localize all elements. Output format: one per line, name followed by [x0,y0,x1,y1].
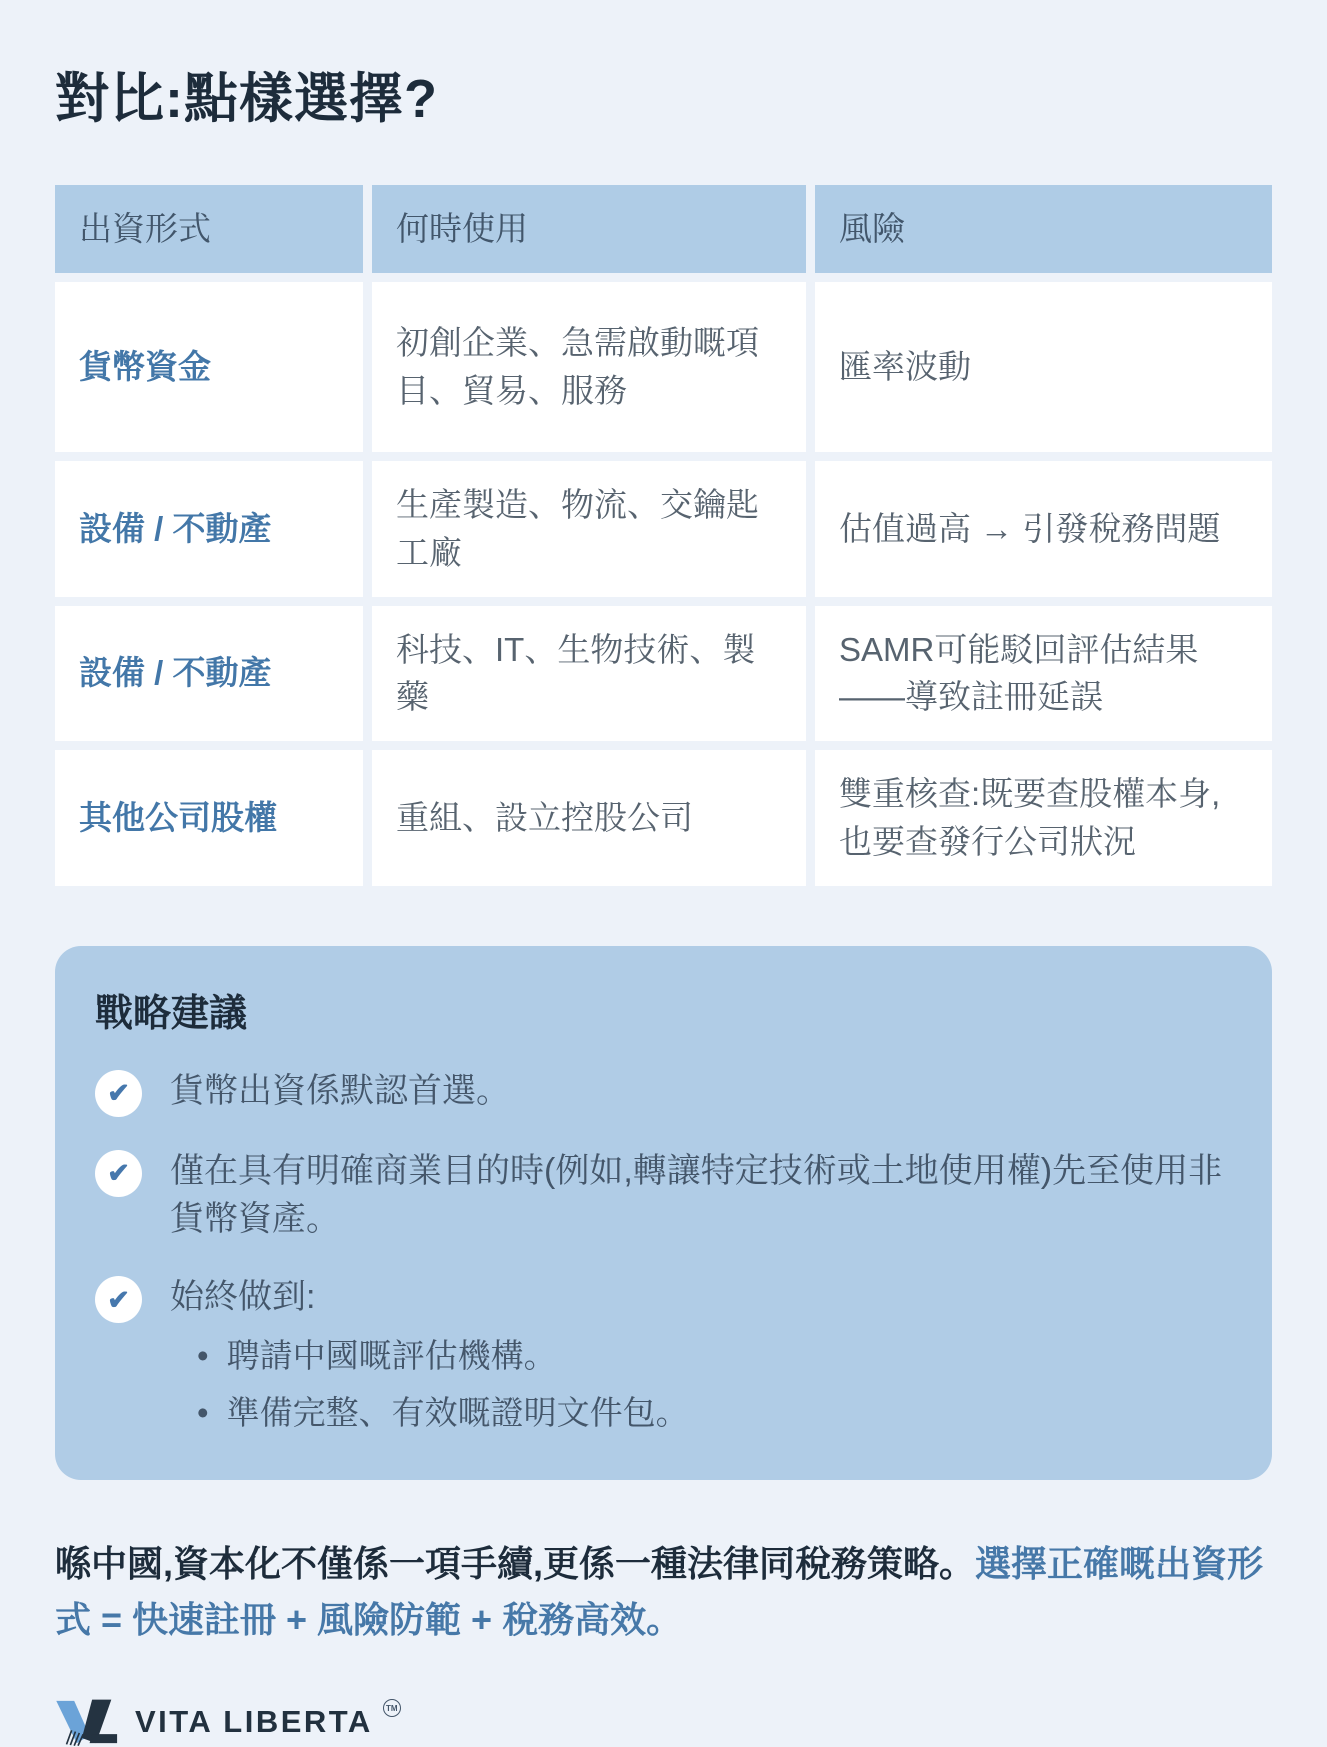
header-cell-when: 何時使用 [372,185,806,273]
cell-when-row2: 生產製造、物流、交鑰匙工廠 [372,461,806,597]
cell-form-row1: 貨幣資金 [55,282,363,452]
check-icon: ✔ [95,1070,142,1117]
advice-item-text: 僅在具有明確商業目的時(例如,轉讓特定技術或土地使用權)先至使用非貨幣資產。 [170,1151,1223,1239]
brand-name: VITA LIBERTA [135,1704,373,1740]
conclusion-dark-text: 喺中國,資本化不僅係一項手續,更係一種法律同稅務策略。 [55,1542,976,1584]
cell-risk-row3: SAMR可能駁回評估結果——導致註冊延誤 [815,606,1272,742]
vita-liberta-logo-icon [55,1697,119,1747]
strategy-advice-panel [55,946,1272,1480]
advice-item-2 [95,1147,1232,1244]
brand-footer [55,1697,1272,1747]
check-icon: ✔ [95,1150,142,1197]
advice-item-text: 始終做到: [170,1278,316,1317]
cell-risk-row4: 雙重核查:既要查股權本身,也要查發行公司狀況 [815,750,1272,886]
advice-sub-list [197,1333,1232,1435]
advice-sub-item [197,1333,1232,1379]
advice-sub-item-text: • 聘請中國嘅評估機構。 [226,1337,557,1375]
advice-item-1 [95,1067,1232,1117]
cell-form-row4: 其他公司股權 [55,750,363,886]
trademark-icon: TM [383,1699,401,1717]
comparison-table [55,185,1272,886]
advice-item-3 [95,1273,1232,1323]
advice-sub-item [197,1390,1232,1436]
header-cell-form: 出資形式 [55,185,363,273]
cell-risk-row1: 匯率波動 [815,282,1272,452]
cell-when-row3: 科技、IT、生物技術、製藥 [372,606,806,742]
cell-risk-row2: 估值過高 → 引發稅務問題 [815,461,1272,597]
cell-form-row2: 設備 / 不動產 [55,461,363,597]
cell-when-row4: 重組、設立控股公司 [372,750,806,886]
conclusion-blue-text: 選擇正確嘅出資形式 = 快速註冊 + 風險防範 + 稅務高效。 [55,1542,1264,1640]
advice-title: 戰略建議 [95,992,248,1035]
advice-item-text: 貨幣出資係默認首選。 [170,1071,510,1110]
advice-sub-item-text: • 準備完整、有效嘅證明文件包。 [226,1393,689,1431]
conclusion-paragraph [55,1536,1272,1648]
cell-form-row3: 設備 / 不動產 [55,606,363,742]
cell-when-row1: 初創企業、急需啟動嘅項目、貿易、服務 [372,282,806,452]
page-title: 對比:點樣選擇? [55,69,438,129]
check-icon: ✔ [95,1276,142,1323]
header-cell-risk: 風險 [815,185,1272,273]
